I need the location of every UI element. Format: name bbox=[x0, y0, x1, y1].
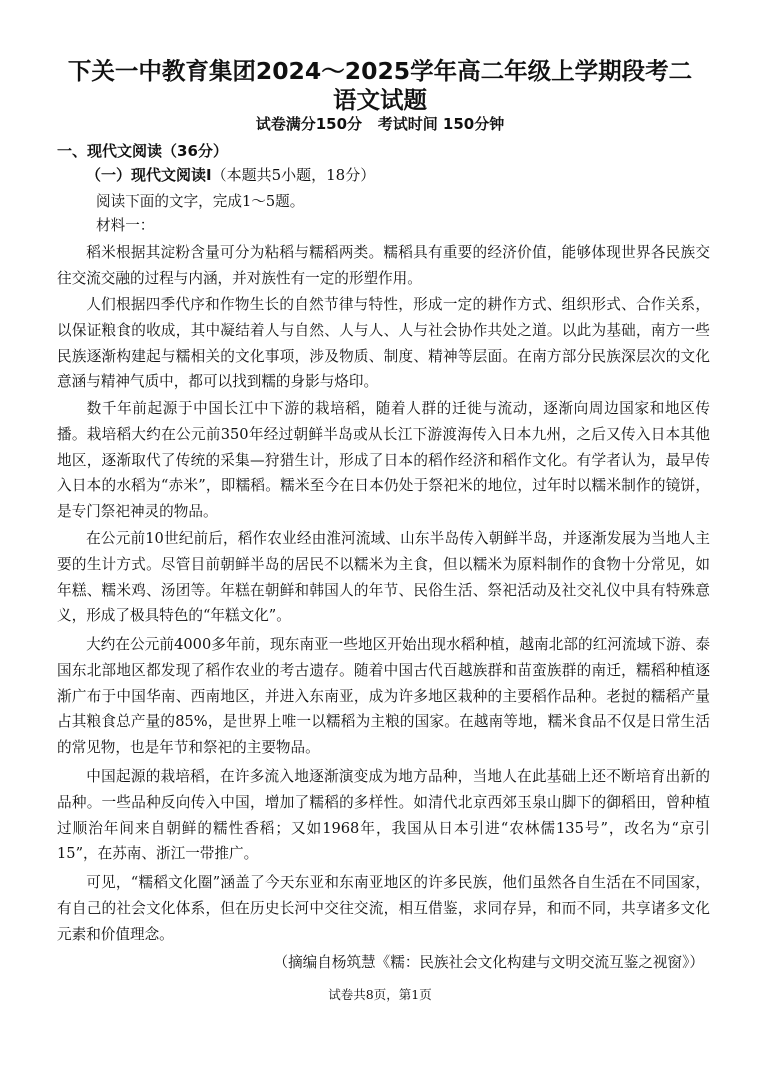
paragraph-5 bbox=[57, 632, 710, 761]
page-footer: 试卷共8页，第1页 bbox=[328, 987, 432, 1002]
paragraph-text: 中国起源的栽培稻，在许多流入地逐渐演变成为地方品种，当地人在此基础上还不断培育出新的品种。一些品种反向传入中国，增加了糯稻的多样性。如清代北京西郊玉泉山脚下的御稻田，曾种植过顺治年间来自朝鲜的糯性香稻；又如1968年，我国从日本引进“农林儒135号”，改名为“京引15”，在苏南、浙江一带推广。 bbox=[57, 768, 710, 863]
sub-section-title: （一）现代文阅读Ⅰ bbox=[86, 166, 212, 184]
exam-subject-title: 语文试题 bbox=[333, 86, 427, 114]
instruction-text: 阅读下面的文字，完成1～5题。 bbox=[96, 193, 305, 210]
exam-title: 下关一中教育集团2024～2025学年高二年级上学期段考二 bbox=[67, 57, 693, 85]
paragraph-text: 人们根据四季代序和作物生长的自然节律与特性，形成一定的耕作方式、组织形式、合作关系，以保证粮食的收成，其中凝结着人与自然、人与人、人与社会协作共处之道。以此为基础，南方一些民族逐渐构建起与糯相关的文化事项，涉及物质、制度、精神等层面。在南方部分民族深层次的文化意涵与精神气质中，都可以找到糯的身影与烙印。 bbox=[57, 296, 710, 391]
paragraph-1 bbox=[57, 240, 710, 292]
paragraph-text: 大约在公元前4000多年前，现东南亚一些地区开始出现水稻种植，越南北部的红河流域下游、泰国东北部地区都发现了稻作农业的考古遗存。随着中国古代百越族群和苗蛮族群的南迁，糯稻种植逐渐广布于中国华南、西南地区，并进入东南亚，成为许多地区栽种的主要稻作品种。老挝的糯稻产量占其粮食总产量的85%，是世界上唯一以糯稻为主粮的国家。在越南等地，糯米食品不仅是日常生活的常见物，也是年节和祭祀的主要物品。 bbox=[57, 636, 710, 757]
source-citation: （摘编自杨筑慧《糯：民族社会文化构建与文明交流互鉴之视窗》） bbox=[273, 954, 704, 971]
exam-meta: 试卷满分150分 考试时间 150分钟 bbox=[255, 115, 505, 133]
paragraph-text: 数千年前起源于中国长江中下游的栽培稻，随着人群的迁徙与流动，逐渐向周边国家和地区传播。栽培稻大约在公元前350年经过朝鲜半岛或从长江下游渡海传入日本九州，之后又传入日本其他地区，逐渐取代了传统的采集—狩猎生计，形成了日本的稻作经济和稻作文化。有学者认为，最早传入日本的水稻为“赤米”，即糯稻。糯米至今在日本仍处于祭祀米的地位，过年时以糯米制作的镜饼，是专门祭祀神灵的物品。 bbox=[57, 400, 710, 521]
paragraph-text: 可见，“糯稻文化圈”涵盖了今天东亚和东南亚地区的许多民族，他们虽然各自生活在不同国家，有自己的社会文化体系，但在历史长河中交往交流，相互借鉴，求同存异，和而不同，共享诸多文化元素和价值理念。 bbox=[57, 874, 710, 943]
paragraph-2 bbox=[57, 292, 710, 395]
paragraph-text: 稻米根据其淀粉含量可分为粘稻与糯稻两类。糯稻具有重要的经济价值，能够体现世界各民族交往交流交融的过程与内涵，并对族性有一定的形塑作用。 bbox=[57, 244, 710, 287]
paragraph-7 bbox=[57, 870, 710, 947]
paragraph-6 bbox=[57, 764, 710, 867]
paragraph-3 bbox=[57, 396, 710, 525]
paragraph-4 bbox=[57, 526, 710, 629]
paragraph-text: 在公元前10世纪前后，稻作农业经由淮河流域、山东半岛传入朝鲜半岛，并逐渐发展为当地人主要的生计方式。尽管目前朝鲜半岛的居民不以糯米为主食，但以糯米为原料制作的食物十分常见，如年糕、糯米鸡、汤团等。年糕在朝鲜和韩国人的年节、民俗生活、祭祀活动及社交礼仪中具有特殊意义，形成了极具特色的“年糕文化”。 bbox=[57, 530, 710, 625]
sub-section-note: （本题共5小题，18分） bbox=[211, 166, 376, 184]
sub-section-heading bbox=[86, 164, 375, 185]
section-heading: 一、现代文阅读（36分） bbox=[57, 142, 228, 160]
material-label: 材料一： bbox=[96, 217, 155, 234]
